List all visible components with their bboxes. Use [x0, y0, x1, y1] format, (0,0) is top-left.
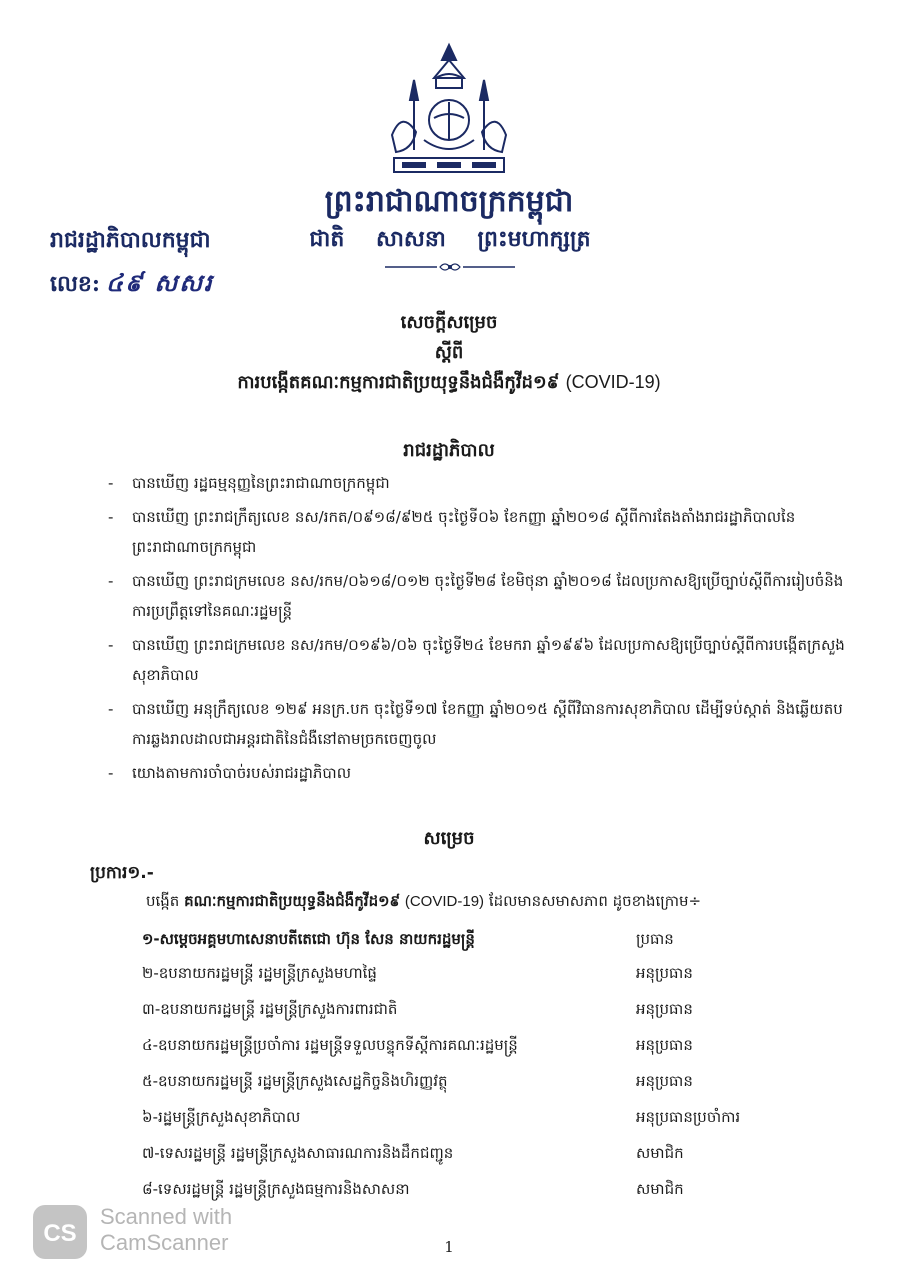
list-item: - បានឃើញ អនុក្រឹត្យលេខ ១២៩ អនក្រ.បក ចុះថ្ងៃទី១៧ ខែកញ្ញា ឆ្នាំ២០១៥ ស្តីពីវិធានការសុខាភិបាល ដើម្បីទប់ស្កាត់ និងឆ្លើយតបការឆ្លងរាលដាលជាអន្តរជាតិនៃជំងឺនៅតាមច្រកចេញចូល [108, 700, 843, 748]
article-1-intro [146, 892, 846, 914]
member-row [142, 1144, 862, 1174]
page-number: 1 [444, 1238, 454, 1256]
member-name: ២-ឧបនាយករដ្ឋមន្ត្រី រដ្ឋមន្ត្រីក្រសួងមហាផ្ទៃ [142, 964, 377, 982]
member-role: អនុប្រធាន [636, 1000, 693, 1018]
member-name: ៥-ឧបនាយករដ្ឋមន្ត្រី រដ្ឋមន្ត្រីក្រសួងសេដ្ឋកិច្ចនិងហិរញ្ញវត្ថុ [142, 1072, 448, 1090]
scanner-line-2: CamScanner [100, 1230, 229, 1255]
member-row [142, 1180, 862, 1210]
topic-khmer: ការបង្កើតគណៈកម្មការជាតិប្រយុទ្ធនឹងជំងឺកូវីដ១៩ [237, 372, 560, 393]
kingdom-title: ព្រះរាជាណាចក្រកម្ពុជា [324, 184, 574, 219]
member-role: សមាជិក [636, 1180, 684, 1198]
list-item: - បានឃើញ ព្រះរាជក្រមលេខ នស/រកម/០៦១៨/០១២ ចុះថ្ងៃទី២៨ ខែមិថុនា ឆ្នាំ២០១៨ ដែលប្រកាសឱ្យប្រើច្បាប់ស្តីពីការរៀបចំនិងការប្រព្រឹត្តទៅនៃគណៈរដ្ឋមន្ត្រី [108, 572, 844, 620]
member-role: អនុប្រធានប្រចាំការ [636, 1108, 741, 1126]
considerations-list [108, 468, 848, 792]
member-role: អនុប្រធាន [636, 1072, 693, 1090]
committee-latin: (COVID-19) [404, 893, 485, 910]
list-item: - បានឃើញ ព្រះរាជក្រមលេខ នស/រកម/០១៩៦/០៦ ចុះថ្ងៃទី២៤ ខែមករា ឆ្នាំ១៩៩៦ ដែលប្រកាសឱ្យប្រើច្បាប់ស្តីពីការបង្កើតក្រសួងសុខាភិបាល [108, 636, 845, 684]
reference-label: លេខ: [50, 271, 101, 297]
government-label: រាជរដ្ឋាភិបាលកម្ពុជា [50, 227, 211, 253]
list-item: - បានឃើញ រដ្ឋធម្មនុញ្ញនៃព្រះរាជាណាចក្រកម្ពុជា [108, 474, 390, 492]
member-row [142, 1072, 862, 1102]
member-role: ប្រធាន [636, 930, 674, 948]
member-row [142, 1000, 862, 1030]
handwritten-reference: ៤៩ សសរ [106, 269, 214, 297]
topic-latin: (COVID-19) [565, 372, 661, 392]
member-name: ៧-ទេសរដ្ឋមន្ត្រី រដ្ឋមន្ត្រីក្រសួងសាធារណការនិងដឹកជញ្ជូន [142, 1144, 454, 1162]
member-row [142, 1036, 862, 1066]
national-motto: ជាតិ សាសនា ព្រះមហាក្សត្រ [309, 226, 591, 252]
intro-prefix: បង្កើត [146, 892, 180, 910]
member-name: ៤-ឧបនាយករដ្ឋមន្ត្រីប្រចាំការ រដ្ឋមន្ត្រីទទួលបន្ទុកទីស្តីការគណៈរដ្ឋមន្ត្រី [142, 1036, 518, 1054]
member-name: ៨-ទេសរដ្ឋមន្ត្រី រដ្ឋមន្ត្រីក្រសួងធម្មការនិងសាសនា [142, 1180, 410, 1198]
member-row [142, 1108, 862, 1138]
divider-ornament-icon [385, 260, 515, 274]
member-role: អនុប្រធាន [636, 1036, 693, 1054]
member-row [142, 964, 862, 994]
member-name: ១-សម្តេចអគ្គមហាសេនាបតីតេជោ ហ៊ុន សែន នាយករដ្ឋមន្ត្រី [142, 930, 475, 948]
member-name: ៣-ឧបនាយករដ្ឋមន្ត្រី រដ្ឋមន្ត្រីក្រសួងការពារជាតិ [142, 1000, 398, 1018]
intro-suffix: ដែលមានសមាសភាព ដូចខាងក្រោម÷ [488, 892, 702, 910]
scanner-line-1: Scanned with [100, 1204, 233, 1229]
member-row [142, 930, 862, 960]
document-title: សេចក្តីសម្រេច [400, 312, 498, 333]
article-1-label: ប្រការ១.- [90, 863, 154, 883]
member-role: សមាជិក [636, 1144, 684, 1162]
decides-heading: សម្រេច [423, 828, 475, 849]
member-role: អនុប្រធាន [636, 964, 693, 982]
list-item: - យោងតាមការចាំបាច់របស់រាជរដ្ឋាភិបាល [108, 764, 351, 782]
member-name: ៦-រដ្ឋមន្ត្រីក្រសួងសុខាភិបាល [142, 1108, 301, 1126]
document-topic [0, 370, 898, 397]
reference-number [50, 268, 214, 303]
committee-name: គណៈកម្មការជាតិប្រយុទ្ធនឹងជំងឺកូវីដ១៩ [184, 892, 401, 910]
royal-coat-of-arms-icon [384, 40, 514, 180]
svg-text:CS: CS [43, 1220, 77, 1247]
government-heading: រាជរដ្ឋាភិបាល [403, 440, 495, 461]
list-item: - បានឃើញ ព្រះរាជក្រឹត្យលេខ នស/រកត/០៩១៨/៩២៥ ចុះថ្ងៃទី០៦ ខែកញ្ញា ឆ្នាំ២០១៨ ស្តីពីការតែងតាំងរាជរដ្ឋាភិបាលនៃព្រះរាជាណាចក្រកម្ពុជា [108, 508, 796, 556]
document-subtitle: ស្តីពី [434, 342, 464, 363]
